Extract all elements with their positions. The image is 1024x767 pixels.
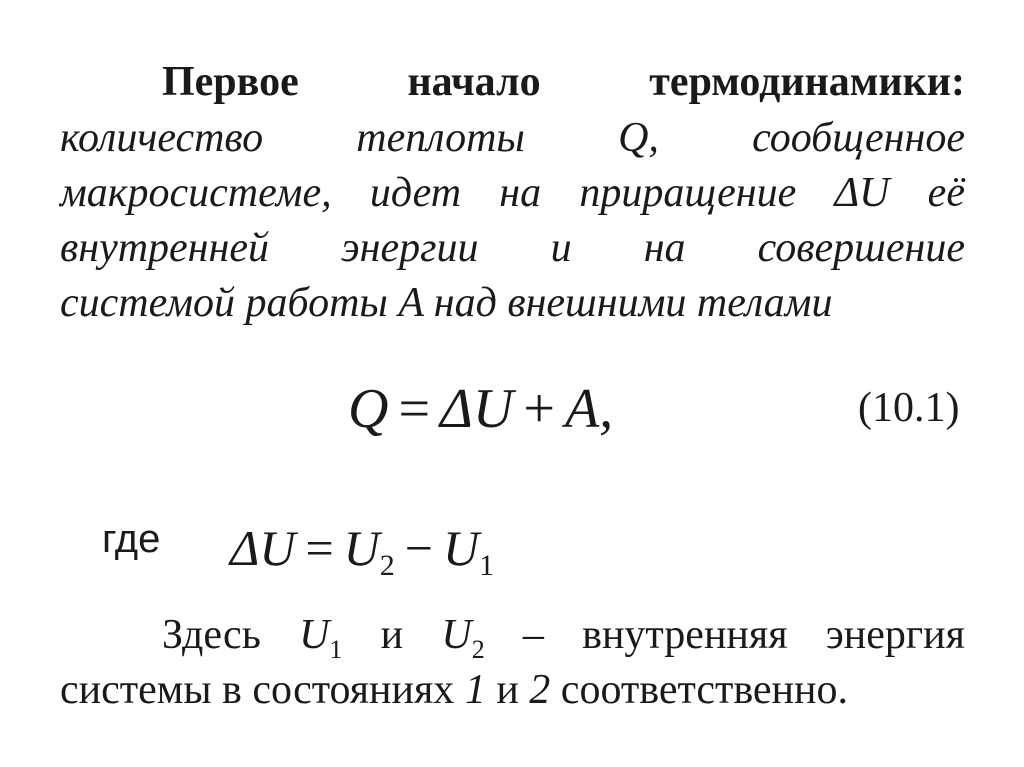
word: термодинамики: bbox=[649, 59, 965, 105]
equation-plus: + bbox=[523, 378, 555, 440]
equation-equals: = bbox=[305, 520, 334, 576]
word: начало bbox=[407, 59, 541, 105]
where-label: где bbox=[102, 517, 161, 561]
word: теплоты bbox=[356, 115, 525, 161]
equation-delta-u-definition bbox=[230, 516, 494, 588]
word: и bbox=[550, 225, 572, 271]
conclusion-line-2 bbox=[60, 662, 965, 718]
u1-letter: U bbox=[299, 612, 330, 658]
word: Первое bbox=[162, 59, 299, 105]
text: и bbox=[485, 667, 530, 713]
equation-a: A, bbox=[564, 378, 614, 440]
equation-u2: U bbox=[343, 520, 380, 576]
word: внутренняя bbox=[582, 612, 788, 658]
word: Здесь bbox=[162, 612, 261, 658]
state-1: 1 bbox=[464, 667, 486, 713]
u1-symbol bbox=[299, 607, 342, 668]
word: ΔU bbox=[834, 170, 890, 216]
conclusion-line-1 bbox=[60, 607, 965, 668]
state-2: 2 bbox=[529, 667, 551, 713]
definition-line-2 bbox=[60, 110, 965, 166]
definition-line-5: системой работы A над внешними телами bbox=[60, 280, 833, 326]
definition-line-4 bbox=[60, 220, 965, 276]
text: системы в состояниях bbox=[60, 667, 465, 713]
text: соответственно. bbox=[550, 667, 849, 713]
equation-u1-subscript: 1 bbox=[479, 549, 495, 582]
equation-q: Q bbox=[348, 378, 389, 440]
word: её bbox=[927, 170, 965, 216]
equation-equals: = bbox=[398, 378, 431, 440]
dash: – bbox=[522, 612, 544, 658]
word: на bbox=[643, 225, 686, 271]
equation-minus: − bbox=[404, 520, 433, 576]
word: и bbox=[380, 612, 404, 658]
word: идет bbox=[369, 170, 462, 216]
word: энергии bbox=[341, 225, 479, 271]
word: на bbox=[499, 170, 542, 216]
word: сообщенное bbox=[752, 115, 965, 161]
equation-main bbox=[348, 374, 613, 444]
definition-line-1 bbox=[60, 54, 965, 110]
word: макросистеме, bbox=[60, 170, 332, 216]
u2-symbol bbox=[441, 607, 484, 668]
word: приращение bbox=[579, 170, 797, 216]
equation-delta-u: ΔU bbox=[440, 378, 514, 440]
u2-subscript: 2 bbox=[471, 635, 485, 664]
u2-letter: U bbox=[441, 612, 472, 658]
word: энергия bbox=[825, 612, 965, 658]
equation-u2-subscript: 2 bbox=[379, 549, 395, 582]
equation-delta-u: ΔU bbox=[230, 520, 296, 576]
word: внутренней bbox=[60, 225, 269, 271]
word: Q, bbox=[618, 115, 659, 161]
word: совершение bbox=[757, 225, 965, 271]
equation-u1: U bbox=[442, 520, 480, 576]
word: количество bbox=[60, 115, 264, 161]
u1-subscript: 1 bbox=[329, 635, 343, 664]
definition-line-3 bbox=[60, 165, 965, 221]
equation-number: (10.1) bbox=[858, 385, 960, 431]
